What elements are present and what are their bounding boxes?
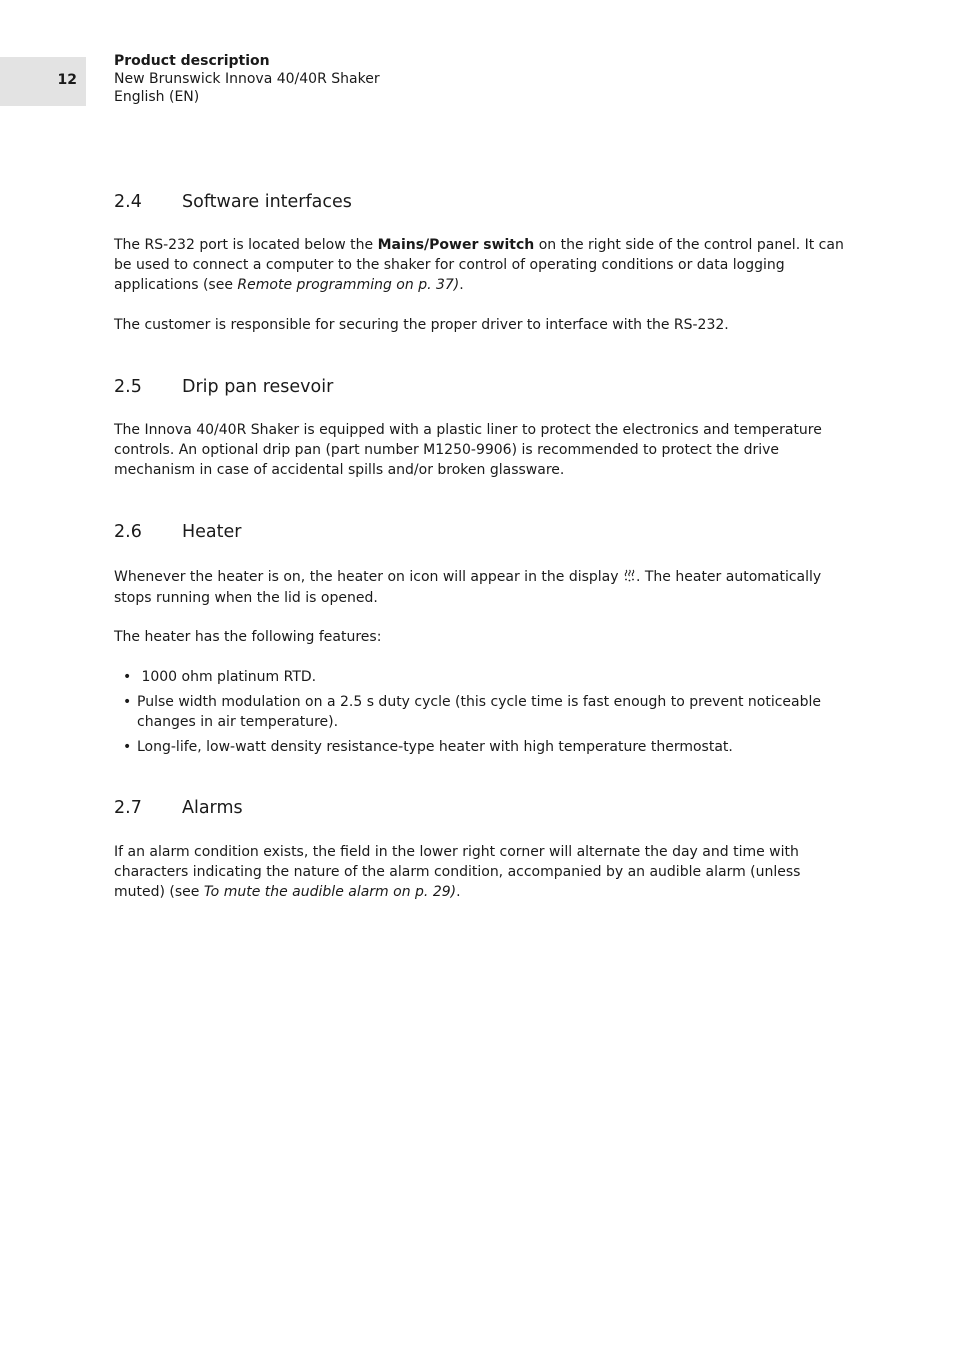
paragraph-alarms: [114, 842, 844, 902]
bullet-icon: •: [123, 669, 132, 685]
section-heading-2-6: [114, 521, 241, 543]
text-run: .: [456, 884, 461, 900]
text-run: .: [459, 277, 464, 293]
paragraph-drip-pan: The Innova 40/40R Shaker is equipped with a plastic liner to protect the electronics and temperature controls. An optional drip pan (part number M1250-9906) is recommended to protect the drive mechanism in case of accidental spills and/or broken glassware.: [114, 422, 822, 478]
page-number: 12: [57, 72, 77, 88]
section-title: Alarms: [182, 798, 243, 818]
section-heading-2-4: [114, 191, 352, 213]
bullet-icon: •: [123, 694, 132, 710]
section-title: Software interfaces: [182, 192, 352, 212]
header-chapter-title: Product description: [114, 53, 270, 69]
list-item-text: 1000 ohm platinum RTD.: [137, 669, 317, 685]
section-number: 2.7: [114, 798, 142, 818]
cross-reference-link[interactable]: Remote programming on p. 37): [237, 277, 460, 293]
paragraph-heater-icon: [114, 567, 844, 608]
bold-term: Mains/Power switch: [377, 237, 535, 253]
section-heading-2-5: [114, 376, 333, 398]
list-item: [114, 667, 844, 687]
header-product-name: New Brunswick Innova 40/40R Shaker: [114, 71, 380, 87]
section-number: 2.4: [114, 192, 142, 212]
section-heading-2-7: [114, 797, 243, 819]
list-item-text: Pulse width modulation on a 2.5 s duty cycle (this cycle time is fast enough to prevent noticeable changes in air temperature).: [137, 694, 821, 730]
paragraph-driver: The customer is responsible for securing the proper driver to interface with the RS-232.: [114, 317, 729, 333]
text-run: on the right side of the control panel. It can be used to connect a computer to the shaker for control of operating conditions or data logging applications (see: [114, 237, 844, 293]
text-run: If an alarm condition exists, the field in the lower right corner will alternate the day and time with characters indicating the nature of the alarm condition, accompanied by an audible alarm (unless muted) (see: [114, 844, 801, 900]
text-run: . The heater automatically stops running when the lid is opened.: [114, 569, 822, 606]
heater-features-list: [114, 667, 844, 762]
paragraph-features-intro: The heater has the following features:: [114, 629, 382, 645]
bullet-icon: •: [123, 739, 132, 755]
list-item-text: Long-life, low-watt density resistance-type heater with high temperature thermostat.: [137, 739, 733, 755]
heater-on-icon: [624, 568, 635, 588]
text-run: Whenever the heater is on, the heater on icon will appear in the display: [114, 569, 623, 585]
section-title: Heater: [182, 522, 242, 542]
header-language: English (EN): [114, 89, 200, 105]
running-header: [114, 52, 380, 106]
text-run: The RS-232 port is located below the: [114, 237, 378, 253]
cross-reference-link[interactable]: To mute the audible alarm on p. 29): [203, 884, 457, 900]
paragraph-rs232-port: [114, 235, 844, 295]
list-item: [114, 737, 844, 757]
section-title: Drip pan resevoir: [182, 377, 334, 397]
section-number: 2.6: [114, 522, 142, 542]
section-number: 2.5: [114, 377, 142, 397]
list-item: [114, 692, 844, 732]
